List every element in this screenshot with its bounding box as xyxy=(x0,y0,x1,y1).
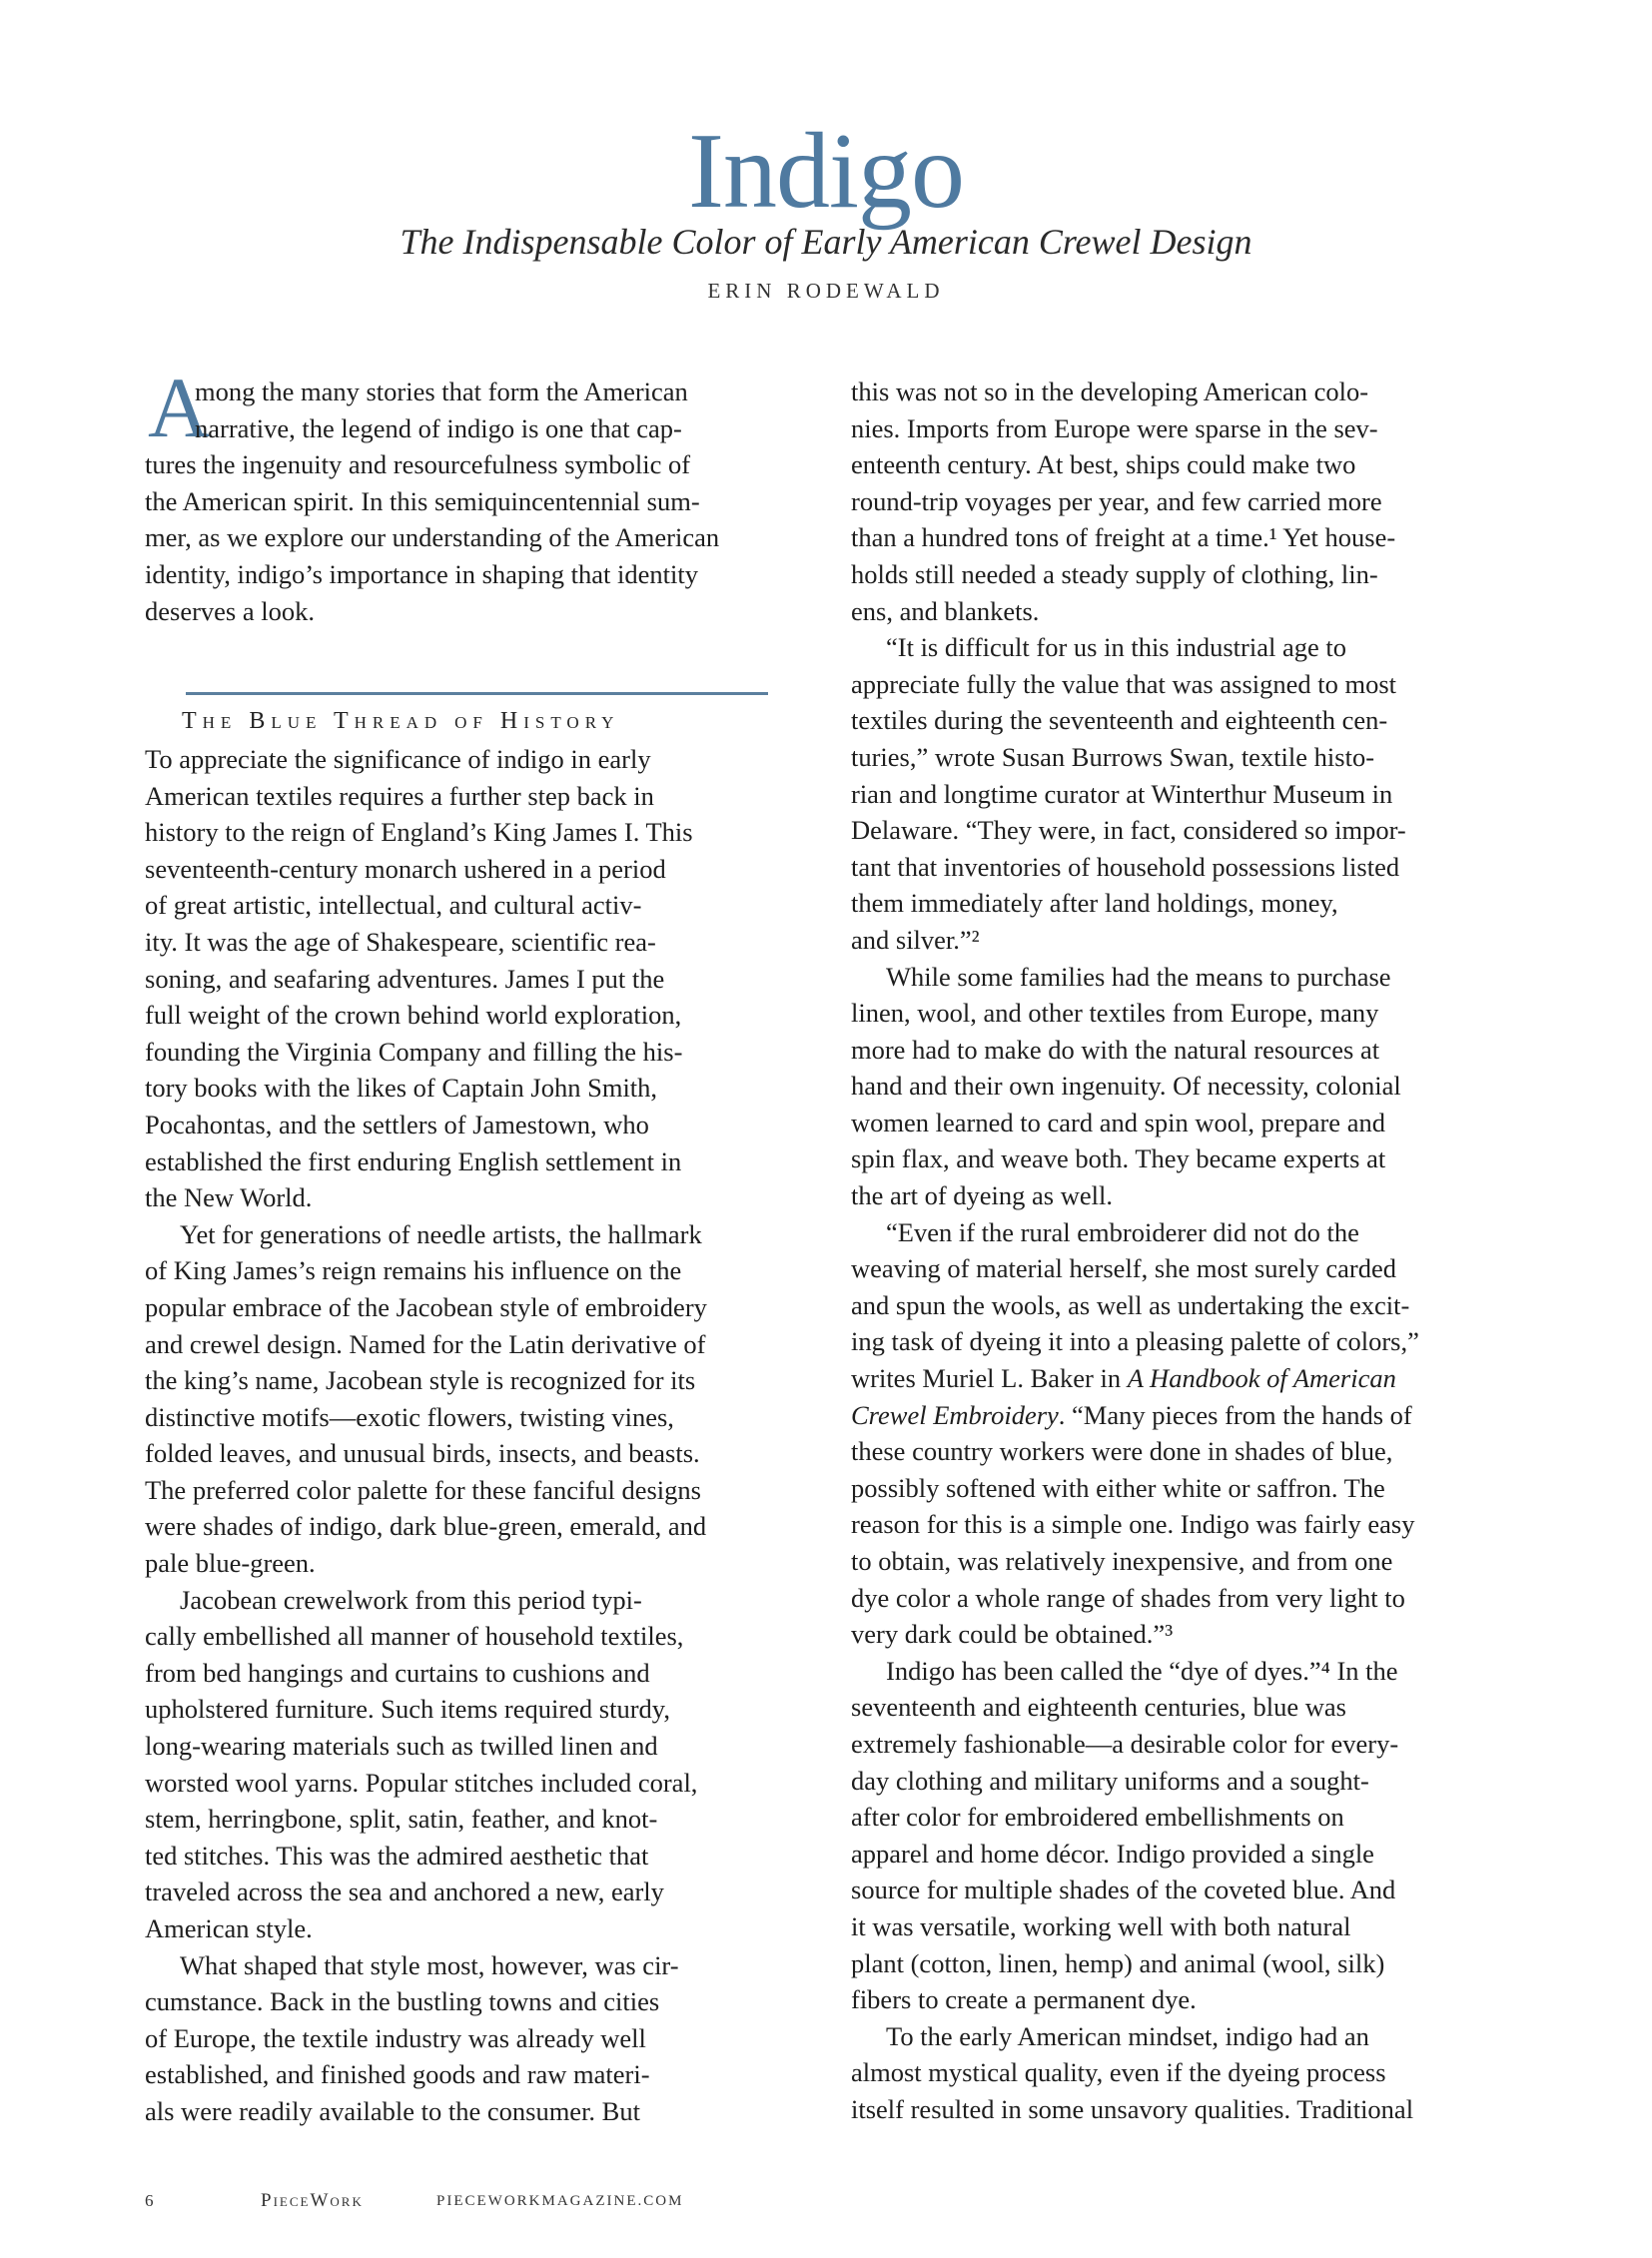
line-text: of King James’s reign remains his influence on the xyxy=(145,1255,682,1286)
line-text: fibers to create a permanent dye. xyxy=(851,1984,1197,2015)
drop-cap: A xyxy=(148,360,211,455)
text-line xyxy=(145,2020,824,2057)
line-text: Indigo has been called the “dye of dyes.”⁴ In the xyxy=(886,1655,1398,1686)
line-text: day clothing and military uniforms and a sought- xyxy=(851,1765,1369,1796)
line-text: The preferred color palette for these fanciful designs xyxy=(145,1474,701,1505)
text-line xyxy=(145,2093,824,2130)
text-line xyxy=(851,885,1530,922)
text-line xyxy=(851,1689,1530,1726)
line-text: “Even if the rural embroiderer did not do the xyxy=(886,1216,1359,1247)
text-line xyxy=(145,997,824,1034)
text-line xyxy=(145,1910,824,1947)
text-line xyxy=(145,741,824,778)
line-text: linen, wool, and other textiles from Europe, many xyxy=(851,998,1379,1029)
line-text: worsted wool yarns. Popular stitches included coral, xyxy=(145,1767,698,1798)
text-line xyxy=(851,374,1530,410)
line-text: stem, herringbone, split, satin, feather, and knot- xyxy=(145,1804,658,1835)
line-text: To the early American mindset, indigo had an xyxy=(886,2020,1369,2051)
text-line xyxy=(851,666,1530,703)
text-line xyxy=(145,1143,824,1180)
text-line xyxy=(145,1838,824,1875)
line-text: dye color a whole range of shades from very light to xyxy=(851,1582,1405,1613)
line-text: after color for embroidered embellishments on xyxy=(851,1802,1344,1833)
line-text: reason for this is a simple one. Indigo was fairly easy xyxy=(851,1509,1415,1540)
text-line xyxy=(145,1362,824,1399)
line-text: full weight of the crown behind world exploration, xyxy=(145,1000,682,1031)
line-text: and spun the wools, as well as undertaking the excit- xyxy=(851,1289,1410,1320)
text-line xyxy=(851,1140,1530,1177)
text-line xyxy=(851,1032,1530,1069)
line-text: Delaware. “They were, in fact, considered so impor- xyxy=(851,815,1406,846)
text-line xyxy=(851,629,1530,666)
line-text: established the first enduring English settlement in xyxy=(145,1145,682,1176)
text-line xyxy=(851,556,1530,593)
text-line xyxy=(851,702,1530,739)
line-text: possibly softened with either white or saffron. The xyxy=(851,1472,1385,1503)
text-line xyxy=(145,1545,824,1582)
line-text: of great artistic, intellectual, and cultural activ- xyxy=(145,890,642,921)
line-text: plant (cotton, linen, hemp) and animal (wool, silk) xyxy=(851,1947,1385,1978)
text-line xyxy=(145,887,824,924)
line-text: “It is difficult for us in this industrial age to xyxy=(886,632,1346,663)
line-text: writes Muriel L. Baker in xyxy=(851,1363,1128,1394)
text-line xyxy=(851,1981,1530,2018)
text-line xyxy=(851,1908,1530,1945)
text-line xyxy=(145,2056,824,2093)
text-line xyxy=(145,1765,824,1802)
text-line xyxy=(851,1872,1530,1908)
text-line xyxy=(851,1214,1530,1251)
line-text: What shaped that style most, however, was cir- xyxy=(180,1949,679,1980)
line-text: turies,” wrote Susan Burrows Swan, textile histo- xyxy=(851,741,1375,772)
line-text: of Europe, the textile industry was already well xyxy=(145,2022,646,2053)
line-text: weaving of material herself, she most surely carded xyxy=(851,1253,1396,1284)
line-text: ing task of dyeing it into a pleasing palette of colors,” xyxy=(851,1326,1419,1357)
text-line xyxy=(851,410,1530,447)
line-text: and crewel design. Named for the Latin derivative of xyxy=(145,1328,706,1359)
text-line xyxy=(145,1983,824,2020)
line-text: history to the reign of England’s King James I. This xyxy=(145,817,693,848)
text-line: mong the many stories that form the American xyxy=(195,376,688,406)
line-text: holds still needed a steady supply of clothing, lin- xyxy=(851,558,1378,589)
section-heading: The Blue Thread of History xyxy=(182,708,620,734)
line-text: founding the Virginia Company and filling the his- xyxy=(145,1036,683,1067)
text-line: mer, as we explore our understanding of the American xyxy=(145,522,720,553)
line-text: were shades of indigo, dark blue-green, emerald, and xyxy=(145,1511,707,1542)
text-line xyxy=(145,1326,824,1363)
line-text: als were readily available to the consumer. But xyxy=(145,2095,640,2126)
article-title: Indigo xyxy=(688,112,964,231)
text-line xyxy=(851,776,1530,813)
text-line xyxy=(851,593,1530,630)
text-line xyxy=(851,959,1530,996)
line-text: more had to make do with the natural resources at xyxy=(851,1034,1380,1065)
magazine-name: PieceWork xyxy=(261,2190,364,2211)
line-text: ens, and blankets. xyxy=(851,595,1040,626)
line-text: from bed hangings and curtains to cushions and xyxy=(145,1657,650,1688)
text-line xyxy=(851,519,1530,556)
text-line xyxy=(145,924,824,961)
line-text: distinctive motifs—exotic flowers, twisting vines, xyxy=(145,1401,674,1432)
line-text: cumstance. Back in the bustling towns and cities xyxy=(145,1986,660,2017)
line-text: the art of dyeing as well. xyxy=(851,1180,1113,1211)
text-line xyxy=(145,1399,824,1436)
line-text: American textiles requires a further step back in xyxy=(145,780,654,811)
text-line xyxy=(851,922,1530,959)
section-rule xyxy=(186,692,768,695)
line-text: While some families had the means to purchase xyxy=(886,961,1391,992)
text-line: narrative, the legend of indigo is one that cap- xyxy=(195,412,682,443)
text-line xyxy=(851,446,1530,483)
line-text: nies. Imports from Europe were sparse in the sev- xyxy=(851,412,1378,443)
text-line xyxy=(851,1433,1530,1470)
text-line xyxy=(851,1323,1530,1360)
text-line xyxy=(145,1874,824,1910)
line-text: ted stitches. This was the admired aesthetic that xyxy=(145,1840,649,1871)
text-line xyxy=(851,812,1530,849)
line-text: the New World. xyxy=(145,1182,313,1213)
line-text: to obtain, was relatively inexpensive, and from one xyxy=(851,1546,1393,1576)
text-line xyxy=(851,1580,1530,1617)
line-text: it was versatile, working well with both natural xyxy=(851,1910,1351,1941)
text-line xyxy=(145,851,824,888)
line-text: upholstered furniture. Such items required sturdy, xyxy=(145,1694,670,1725)
text-line xyxy=(851,1945,1530,1982)
text-line xyxy=(851,1726,1530,1763)
line-text: tory books with the likes of Captain John Smith, xyxy=(145,1073,658,1104)
text-line xyxy=(851,1616,1530,1653)
text-line xyxy=(145,1728,824,1765)
text-line xyxy=(851,2054,1530,2091)
line-text: hand and their own ingenuity. Of necessity, colonial xyxy=(851,1071,1401,1102)
line-text: tant that inventories of household possessions listed xyxy=(851,851,1400,882)
article-subtitle: The Indispensable Color of Early American Crewel Design xyxy=(400,222,1252,262)
line-text: spin flax, and weave both. They became experts at xyxy=(851,1143,1386,1174)
text-line: deserves a look. xyxy=(145,595,315,626)
line-text: Jacobean crewelwork from this period typi- xyxy=(180,1584,642,1615)
line-text: and silver.”² xyxy=(851,924,980,955)
text-line: identity, indigo’s importance in shaping that identity xyxy=(145,558,698,589)
line-text: . “Many pieces from the hands of xyxy=(1058,1399,1412,1430)
text-line xyxy=(851,1763,1530,1800)
text-line: tures the ingenuity and resourcefulness symbolic of xyxy=(145,449,691,480)
text-line xyxy=(145,1216,824,1253)
text-line xyxy=(851,1287,1530,1324)
text-line xyxy=(145,961,824,998)
line-text: seventeenth-century monarch ushered in a period xyxy=(145,853,666,884)
line-text: than a hundred tons of freight at a time.¹ Yet house- xyxy=(851,522,1396,553)
website-link[interactable]: PIECEWORKMAGAZINE.COM xyxy=(436,2193,684,2209)
line-text: Yet for generations of needle artists, the hallmark xyxy=(180,1218,702,1249)
text-line xyxy=(145,1289,824,1326)
text-line xyxy=(851,739,1530,776)
text-line xyxy=(145,1947,824,1984)
line-text: apparel and home décor. Indigo provided a single xyxy=(851,1838,1374,1869)
text-line xyxy=(851,2091,1530,2128)
text-line xyxy=(851,1836,1530,1873)
line-text: seventeenth and eighteenth centuries, blue was xyxy=(851,1692,1346,1723)
text-line xyxy=(145,1582,824,1619)
text-line xyxy=(851,1105,1530,1141)
line-text: the king’s name, Jacobean style is recognized for its xyxy=(145,1365,696,1396)
right-column xyxy=(851,374,1530,2128)
line-text: ity. It was the age of Shakespeare, scientific rea- xyxy=(145,926,656,957)
line-text: this was not so in the developing American colo- xyxy=(851,376,1369,406)
line-text: long-wearing materials such as twilled linen and xyxy=(145,1731,658,1762)
author-byline: ERIN RODEWALD xyxy=(707,279,945,303)
text-line xyxy=(851,1653,1530,1690)
text-line xyxy=(851,1397,1530,1434)
text-line xyxy=(145,1179,824,1216)
text-line xyxy=(851,849,1530,886)
line-text: source for multiple shades of the coveted blue. And xyxy=(851,1875,1396,1905)
text-line xyxy=(145,778,824,815)
line-text: folded leaves, and unusual birds, insects, and beasts. xyxy=(145,1438,700,1469)
line-text: soning, and seafaring adventures. James I put the xyxy=(145,963,665,994)
line-text: itself resulted in some unsavory qualities. Traditional xyxy=(851,2093,1414,2124)
text-line xyxy=(145,1655,824,1692)
text-line xyxy=(851,483,1530,520)
line-text: Pocahontas, and the settlers of Jamestown, who xyxy=(145,1109,649,1139)
text-line xyxy=(851,995,1530,1032)
text-line xyxy=(145,1034,824,1071)
line-text: extremely fashionable—a desirable color for every- xyxy=(851,1728,1399,1759)
book-title: Crewel Embroidery xyxy=(851,1399,1059,1430)
line-text: rian and longtime curator at Winterthur Museum in xyxy=(851,778,1393,809)
text-line xyxy=(145,1252,824,1289)
text-line xyxy=(145,1801,824,1838)
text-line xyxy=(851,1799,1530,1836)
line-text: enteenth century. At best, ships could make two xyxy=(851,449,1356,480)
text-line xyxy=(145,1508,824,1545)
line-text: very dark could be obtained.”³ xyxy=(851,1619,1174,1650)
intro-paragraph xyxy=(145,374,824,629)
book-title: A Handbook of American xyxy=(1127,1363,1396,1394)
text-line: the American spirit. In this semiquincentennial sum- xyxy=(145,485,700,516)
text-line xyxy=(851,1470,1530,1507)
line-text: traveled across the sea and anchored a new, early xyxy=(145,1877,664,1907)
text-line xyxy=(851,1250,1530,1287)
line-text: pale blue-green. xyxy=(145,1548,316,1579)
line-text: To appreciate the significance of indigo in early xyxy=(145,744,651,774)
text-line xyxy=(145,1107,824,1143)
line-text: cally embellished all manner of household textiles, xyxy=(145,1621,684,1652)
text-line xyxy=(851,1543,1530,1580)
line-text: women learned to card and spin wool, prepare and xyxy=(851,1107,1385,1137)
line-text: them immediately after land holdings, money, xyxy=(851,888,1338,919)
page-number: 6 xyxy=(145,2191,156,2210)
text-line xyxy=(851,2018,1530,2055)
text-line xyxy=(145,1435,824,1472)
text-line xyxy=(851,1506,1530,1543)
left-column xyxy=(145,741,824,2130)
text-line xyxy=(145,1472,824,1509)
line-text: American style. xyxy=(145,1913,313,1943)
line-text: popular embrace of the Jacobean style of embroidery xyxy=(145,1291,707,1322)
line-text: these country workers were done in shades of blue, xyxy=(851,1436,1393,1467)
line-text: almost mystical quality, even if the dyeing process xyxy=(851,2057,1386,2088)
text-line xyxy=(145,1070,824,1107)
line-text: appreciate fully the value that was assigned to most xyxy=(851,668,1397,699)
line-text: round-trip voyages per year, and few carried more xyxy=(851,485,1382,516)
text-line xyxy=(851,1177,1530,1214)
text-line xyxy=(851,1068,1530,1105)
text-line xyxy=(145,814,824,851)
text-line xyxy=(145,1618,824,1655)
text-line xyxy=(145,1691,824,1728)
line-text: established, and finished goods and raw materi- xyxy=(145,2059,650,2090)
text-line xyxy=(851,1360,1530,1397)
line-text: textiles during the seventeenth and eighteenth cen- xyxy=(851,705,1388,736)
